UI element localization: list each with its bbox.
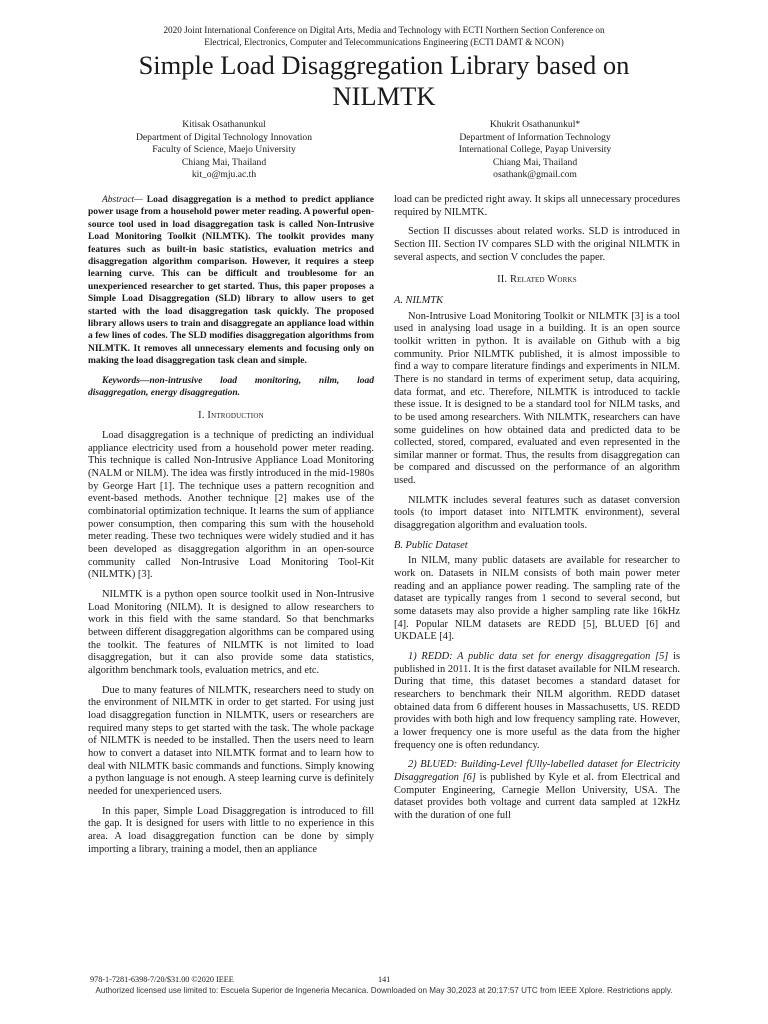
title-line-1: Simple Load Disaggregation Library based on — [138, 50, 630, 80]
footer-license: Authorized licensed use limited to: Escuela Superior de Ingeneria Mecanica. Downloaded on May 30,2023 at 20:17:57 UTC from IEEE Xplore. Restrictions apply. — [95, 986, 673, 995]
author-location: Chiang Mai, Thailand — [492, 156, 578, 168]
paragraph: NILMTK is a python open source toolkit used in Non-Intrusive Load Monitoring (NILM). It is designed to allow researchers to work in this field with the same standard. So that benchmarks between different disaggregation algorithms can be compared using the toolkit. The features of NILMTK is not limited to load disaggregation, but it can also provide some data statistics, algorithm benchmark tools, evaluation metrics, and etc. — [88, 589, 374, 676]
blued-label: 2) BLUED: Building-Level fUlly-labelled dataset for Electricity Disaggregation [6] — [394, 759, 680, 783]
conference-line-2: Electrical, Electronics, Computer and Telecommunications Engineering (ECTI DAMT & NCON) — [204, 37, 564, 47]
paragraph-blued — [394, 759, 680, 822]
section-heading-introduction: I. Introduction — [198, 409, 264, 421]
conference-line-1: 2020 Joint International Conference on Digital Arts, Media and Technology with ECTI Northern Section Conference on — [163, 25, 605, 35]
footer-isbn: 978-1-7281-6398-7/20/$31.00 ©2020 IEEE — [90, 975, 234, 984]
author-faculty: Faculty of Science, Maejo University — [152, 144, 296, 156]
paragraph: Load disaggregation is a technique of predicting an individual appliance electricity used from a household power meter reading. This technique is called Non-Intrusive Appliance Load Monitoring (NALM or NILM). The idea was firstly introduced in the mid-1980s by George Hart [1]. The technique uses a pattern recognition and event-based methods. Another technique [2] makes use of the combinatorial optimization technique. It learns the sum of appliance power consumption, then comparing this sum with the household meter reading. These two techniques were widely studied and it has been developed as disaggregation algorithm in an open-source community called Non-Intrusive Load Monitoring Tool-Kit (NILMTK) [3]. — [88, 430, 374, 581]
section-heading-related-works: II. Related Works — [497, 274, 577, 286]
author-location: Chiang Mai, Thailand — [181, 156, 267, 168]
keywords-label: Keywords— — [102, 375, 150, 386]
keywords — [88, 375, 374, 400]
paragraph: Due to many features of NILMTK, researchers need to study on the environment of NILMTK in order to get started. For using just load disaggregation function in NILMTK, users or researchers are required many steps to get started with the task. The whole package of NILMTK is needed to be installed. Then the users need to learn how to convert a dataset into NILMTK format and to learn how to deal with NILMTK basic commands and functions. Simply knowing a python language is not enough. A steep learning curve is definitely needed for unexperienced users. — [88, 684, 374, 797]
paragraph: NILMTK includes several features such as dataset conversion tools (to import dataset into NITLMTK environment), several disaggregation algorithm and evaluation tools. — [394, 494, 680, 532]
keywords-text: non-intrusive load monitoring, nilm, load disaggregation, energy disaggregation. — [88, 375, 374, 399]
paragraph: load can be predicted right away. It skips all unnecessary procedures required by NILMTK. — [394, 194, 680, 218]
paragraph: In NILM, many public datasets are available for researcher to work on. Datasets in NILM consists of both main power meter reading and an appliance power reading. The sampling rate of the dataset are typically ranges from 1 second to several second, but some datasets may also provide a higher sampling rate like 16kHz [4]. Popular NILM datasets are REDD [5], BLUED [6] and UKDALE [4]. — [394, 555, 680, 643]
author-name: Khukrit Osathanunkul* — [489, 119, 581, 130]
left-column — [88, 194, 374, 863]
author-faculty: International College, Payap University — [458, 144, 612, 156]
blued-text: is published by Kyle et al. from Electrical and Computer Engineering, Carnegie Mellon University, USA. The dataset provides both voltage and current data sampled at 12kHz with the duration of one full — [394, 771, 680, 821]
subsection-heading-nilmtk: A. NILMTK — [394, 294, 444, 306]
abstract-label: Abstract— — [102, 195, 143, 205]
paragraph: Section II discusses about related works. SLD is introduced in Section III. Section IV compares SLD with the original NILMTK in several aspects, and section V concludes the paper. — [394, 226, 680, 263]
redd-label: 1) REDD: A public data set for energy disaggregation [5] — [408, 651, 669, 662]
abstract-text: Load disaggregation is a method to predict appliance power usage from a household power meter reading. A powerful open-source tool used in load disaggregation task is called Non-Intrusive Load Monitoring Toolkit (NILMTK). The toolkit provides many features such as built-in basic statistics, evaluation metrics and disaggregation algorithm comparison. However, it requires a steep learning curve. This can be difficult and troublesome for an unexperienced researcher to get started. Thus, this paper proposes a Simple Load Disaggregation (SLD) library to allow users to get started with the load disaggregation task quickly. The proposed library allows users to train and disaggregate an appliance load within a few lines of codes. The SLD modifies disaggregation algorithms from NILMTK. It removes all unnecessary elements and focusing only on making the load disaggregation task clean and simple. — [88, 195, 374, 367]
author-email: kit_o@mju.ac.th — [191, 169, 257, 181]
author-block-1 — [99, 119, 349, 182]
author-department: Department of Digital Technology Innovation — [135, 131, 313, 143]
subsection-heading-public-dataset: B. Public Dataset — [394, 539, 468, 551]
paper-title — [0, 50, 768, 112]
author-email: osathank@gmail.com — [493, 169, 577, 181]
right-column — [394, 194, 680, 830]
paragraph-redd — [394, 651, 680, 752]
author-department: Department of Information Technology — [459, 131, 611, 143]
author-name: Kitisak Osathanunkul — [182, 119, 266, 130]
title-line-2: NILMTK — [332, 81, 436, 111]
paragraph: In this paper, Simple Load Disaggregation is introduced to fill the gap. It is designed for users with little to no experience in this area. A load disaggregation function can be done by simply importing a library, training a model, then an appliance — [88, 805, 374, 855]
conference-header — [0, 24, 768, 48]
abstract — [88, 194, 374, 368]
author-block-2 — [410, 119, 660, 182]
page-number: 141 — [378, 975, 391, 984]
redd-text: is published in 2011. It is the first dataset available for NILM research. During that time, this dataset becomes a standard dataset for researchers to benchmark their NILM algorithm. REDD dataset obtained data from 6 different houses in Massachusetts, US. REDD provides with both high and low frequency sampling rate. However, a lower frequency one is more useful as the data from the higher frequency one is often redundancy. — [394, 651, 681, 751]
paragraph: Non-Intrusive Load Monitoring Toolkit or NILMTK [3] is a tool used in analysing load usage in a building. It is an open source toolkit written in python. It is available on Github with a big community. Prior NILMTK published, it is almost impossible to find a way to compare literature findings and experiments in NILM. There is no standard in terms of experiment setup, data acquiring, data format, and etc. Therefore, NILMTK is introduced to tackle these issue. It is designed to be a standard tool for NILM tasks, and to be used among researchers. With NILMTK, researchers can have some guidelines on how obtained data and predicted data to be collected, stored, compared, evaluated and even represented in the similar manner or format. Thus, the results from disaggregation can be compared and discussed on the performance of an algorithm used. — [394, 310, 680, 487]
